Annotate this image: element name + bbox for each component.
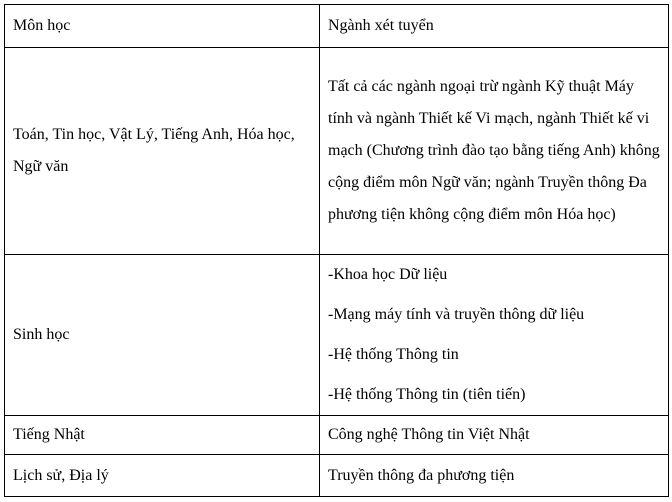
majors-list <box>328 265 662 405</box>
table-row <box>5 48 669 255</box>
majors-cell: Công nghệ Thông tin Việt Nhật <box>320 416 669 455</box>
subject-cell: Toán, Tin học, Vật Lý, Tiếng Anh, Hóa học, Ngữ văn <box>5 48 320 255</box>
table-row <box>5 255 669 416</box>
majors-cell: Tất cả các ngành ngoại trừ ngành Kỹ thuật Máy tính và ngành Thiết kế Vi mạch, ngành Thiết kế vi mạch (Chương trình đào tạo bằng tiếng Anh) không cộng điểm môn Ngữ văn; ngành Truyền thông Đa phương tiện không cộng điểm môn Hóa học) <box>320 48 669 255</box>
table-header-row <box>5 5 669 48</box>
subject-cell: Sinh học <box>5 255 320 416</box>
header-majors: Ngành xét tuyển <box>320 5 669 48</box>
list-item: -Mạng máy tính và truyền thông dữ liệu <box>328 306 585 323</box>
list-item: -Khoa học Dữ liệu <box>328 266 448 283</box>
subject-cell: Tiếng Nhật <box>5 416 320 455</box>
list-item: -Hệ thống Thông tin <box>328 346 459 363</box>
subject-cell: Lịch sử, Địa lý <box>5 455 320 497</box>
table-row <box>5 455 669 497</box>
list-item: -Hệ thống Thông tin (tiên tiến) <box>328 386 526 403</box>
header-subject: Môn học <box>5 5 320 48</box>
majors-cell <box>320 255 669 416</box>
majors-cell: Truyền thông đa phương tiện <box>320 455 669 497</box>
subject-majors-table <box>4 4 669 497</box>
table-row <box>5 416 669 455</box>
